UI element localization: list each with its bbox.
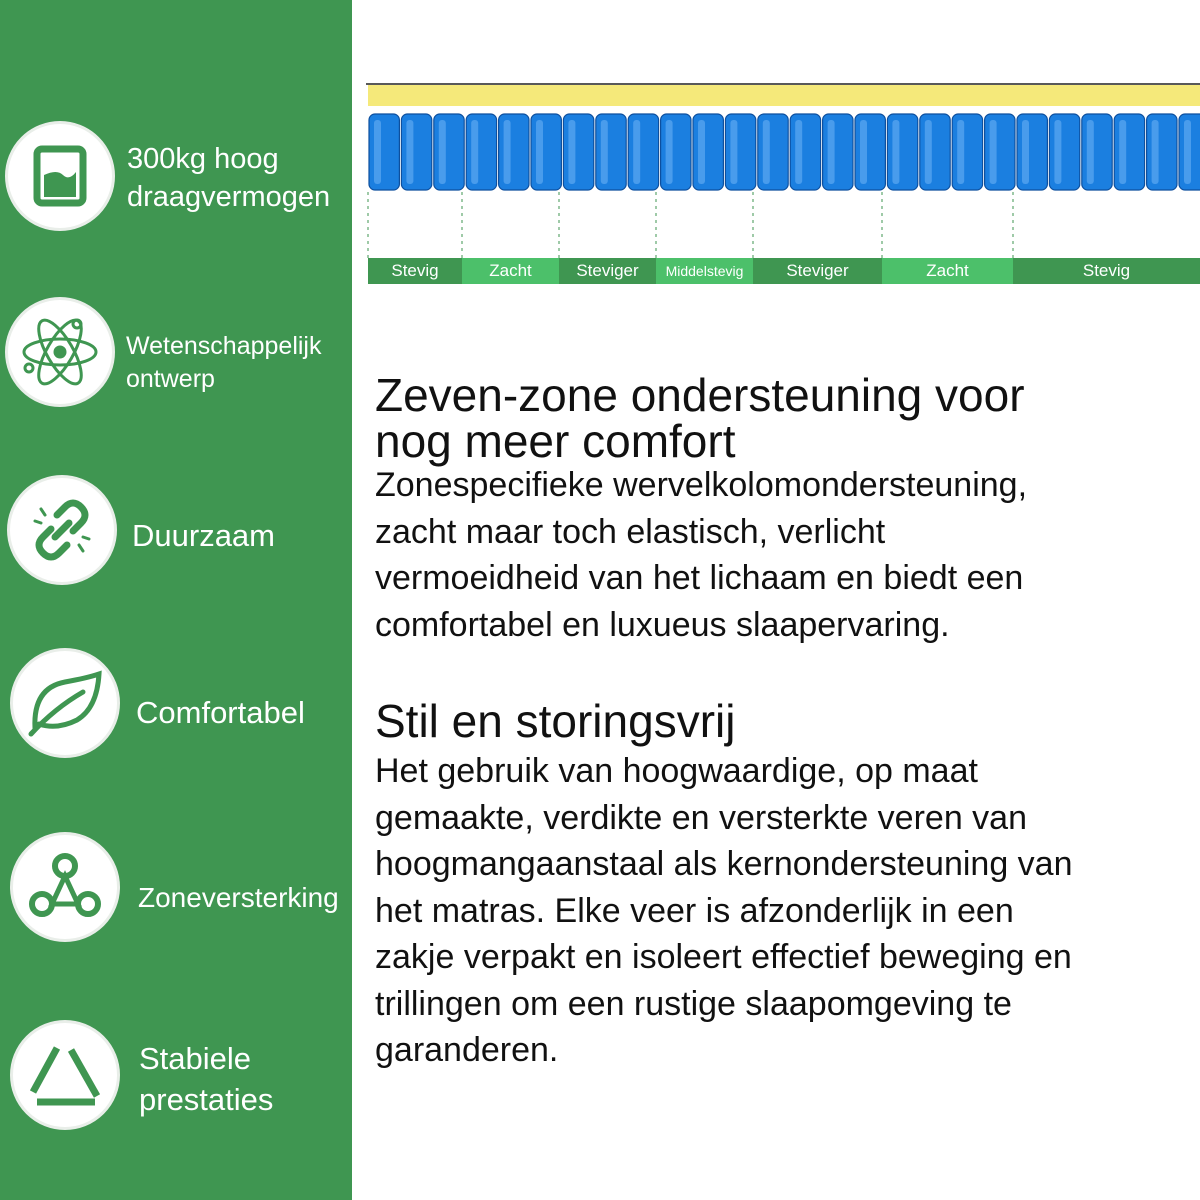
- zone-label: Stevig: [1013, 258, 1200, 284]
- body-line: garanderen.: [375, 1031, 559, 1069]
- spring-highlight: [536, 120, 543, 184]
- zone-dividers: [368, 192, 1013, 258]
- zone-label: Steviger: [753, 258, 882, 284]
- spring-coil: [693, 114, 723, 190]
- feature-label: Duurzaam: [132, 518, 275, 553]
- molecule-icon: [10, 832, 120, 942]
- feature-label: Comfortabel: [136, 695, 305, 730]
- spring-highlight: [892, 120, 899, 184]
- feature-label: Zoneversterking: [138, 882, 339, 913]
- spring-highlight: [1054, 120, 1061, 184]
- spring-coil: [985, 114, 1015, 190]
- weight-capacity-icon: [5, 121, 115, 231]
- body-line: gemaakte, verdikte en versterkte veren van: [375, 798, 1027, 837]
- spring-coil: [434, 114, 464, 190]
- zone-label: Zacht: [462, 258, 559, 284]
- spring-highlight: [439, 120, 446, 184]
- spring-highlight: [471, 120, 478, 184]
- feature-weight-capacity: [0, 110, 352, 240]
- zone-label: Steviger: [559, 258, 656, 284]
- atom-icon: [5, 297, 115, 407]
- body-line: comfortabel en luxueus slaapervaring.: [375, 605, 950, 644]
- zone-label: Stevig: [368, 258, 462, 284]
- spring-highlight: [1022, 120, 1029, 184]
- spring-coil: [1082, 114, 1112, 190]
- spring-highlight: [1119, 120, 1126, 184]
- spring-coil: [790, 114, 820, 190]
- spring-highlight: [860, 120, 867, 184]
- feature-stable-performance: [0, 1015, 352, 1145]
- spring-coil: [1017, 114, 1047, 190]
- spring-coil: [725, 114, 755, 190]
- feature-label: 300kg hoog draagvermogen: [127, 143, 331, 214]
- feature-comfortable: [0, 645, 352, 775]
- feature-durable: [0, 470, 352, 600]
- spring-highlight: [730, 120, 737, 184]
- section-body: [375, 462, 1195, 648]
- spring-coil: [369, 114, 399, 190]
- spring-coil: [1147, 114, 1177, 190]
- feature-zone-reinforcement: [0, 830, 352, 960]
- spring-highlight: [601, 120, 608, 184]
- spring-coil: [1049, 114, 1079, 190]
- spring-coil: [628, 114, 658, 190]
- spring-highlight: [1152, 120, 1159, 184]
- leaf-icon: [10, 648, 120, 758]
- spring-coil: [855, 114, 885, 190]
- spring-highlight: [1184, 120, 1191, 184]
- section-title: [375, 369, 1195, 467]
- spring-coil: [823, 114, 853, 190]
- section-body: [375, 748, 1195, 1074]
- spring-coil: [531, 114, 561, 190]
- spring-highlight: [795, 120, 802, 184]
- pocket-springs: [369, 114, 1200, 190]
- zone-label: Zacht: [882, 258, 1013, 284]
- body-line: trillingen om een rustige slaapomgeving te: [375, 984, 1012, 1023]
- feature-sidebar: [0, 0, 352, 1200]
- spring-highlight: [990, 120, 997, 184]
- triangle-icon: [10, 1020, 120, 1130]
- spring-coil: [499, 114, 529, 190]
- title-line: Zeven-zone ondersteuning voor: [375, 369, 1025, 421]
- spring-highlight: [925, 120, 932, 184]
- spring-coil: [563, 114, 593, 190]
- spring-highlight: [504, 120, 511, 184]
- feature-label: Stabiele prestaties: [139, 1041, 274, 1117]
- body-line: zakje verpakt en isoleert effectief beweging en: [375, 938, 1072, 976]
- spring-highlight: [374, 120, 381, 184]
- spring-highlight: [828, 120, 835, 184]
- spring-coil: [466, 114, 496, 190]
- body-line: vermoeidheid van het lichaam en biedt een: [375, 559, 1024, 597]
- section-quiet: [375, 695, 1195, 1074]
- spring-highlight: [666, 120, 673, 184]
- spring-coil: [401, 114, 431, 190]
- feature-label: Wetenschappelijk ontwerp: [126, 332, 322, 393]
- spring-highlight: [406, 120, 413, 184]
- spring-highlight: [957, 120, 964, 184]
- spring-coil: [887, 114, 917, 190]
- spring-coil: [661, 114, 691, 190]
- spring-highlight: [568, 120, 575, 184]
- section-seven-zone: [375, 369, 1195, 648]
- body-line: het matras. Elke veer is afzonderlijk in een: [375, 891, 1014, 930]
- body-line: zacht maar toch elastisch, verlicht: [375, 512, 886, 551]
- mattress-illustration: [366, 80, 1200, 260]
- spring-highlight: [763, 120, 770, 184]
- spring-coil: [920, 114, 950, 190]
- spring-highlight: [633, 120, 640, 184]
- feature-scientific-design: [0, 290, 352, 420]
- title-line: Stil en storingsvrij: [375, 695, 736, 747]
- spring-coil: [1114, 114, 1144, 190]
- spring-highlight: [1087, 120, 1094, 184]
- chain-link-icon: [7, 475, 117, 585]
- zone-bar: [368, 258, 1200, 284]
- spring-coil: [952, 114, 982, 190]
- foam-layer: [368, 85, 1200, 107]
- zone-label: Middelstevig: [656, 258, 753, 284]
- body-line: hoogmangaanstaal als kernondersteuning van: [375, 845, 1073, 883]
- title-line: nog meer comfort: [375, 415, 736, 467]
- spring-coil: [758, 114, 788, 190]
- body-line: Zonespecifieke wervelkolomondersteuning,: [375, 466, 1028, 504]
- spring-coil: [596, 114, 626, 190]
- section-title: [375, 695, 1195, 747]
- spring-highlight: [698, 120, 705, 184]
- body-line: Het gebruik van hoogwaardige, op maat: [375, 752, 978, 790]
